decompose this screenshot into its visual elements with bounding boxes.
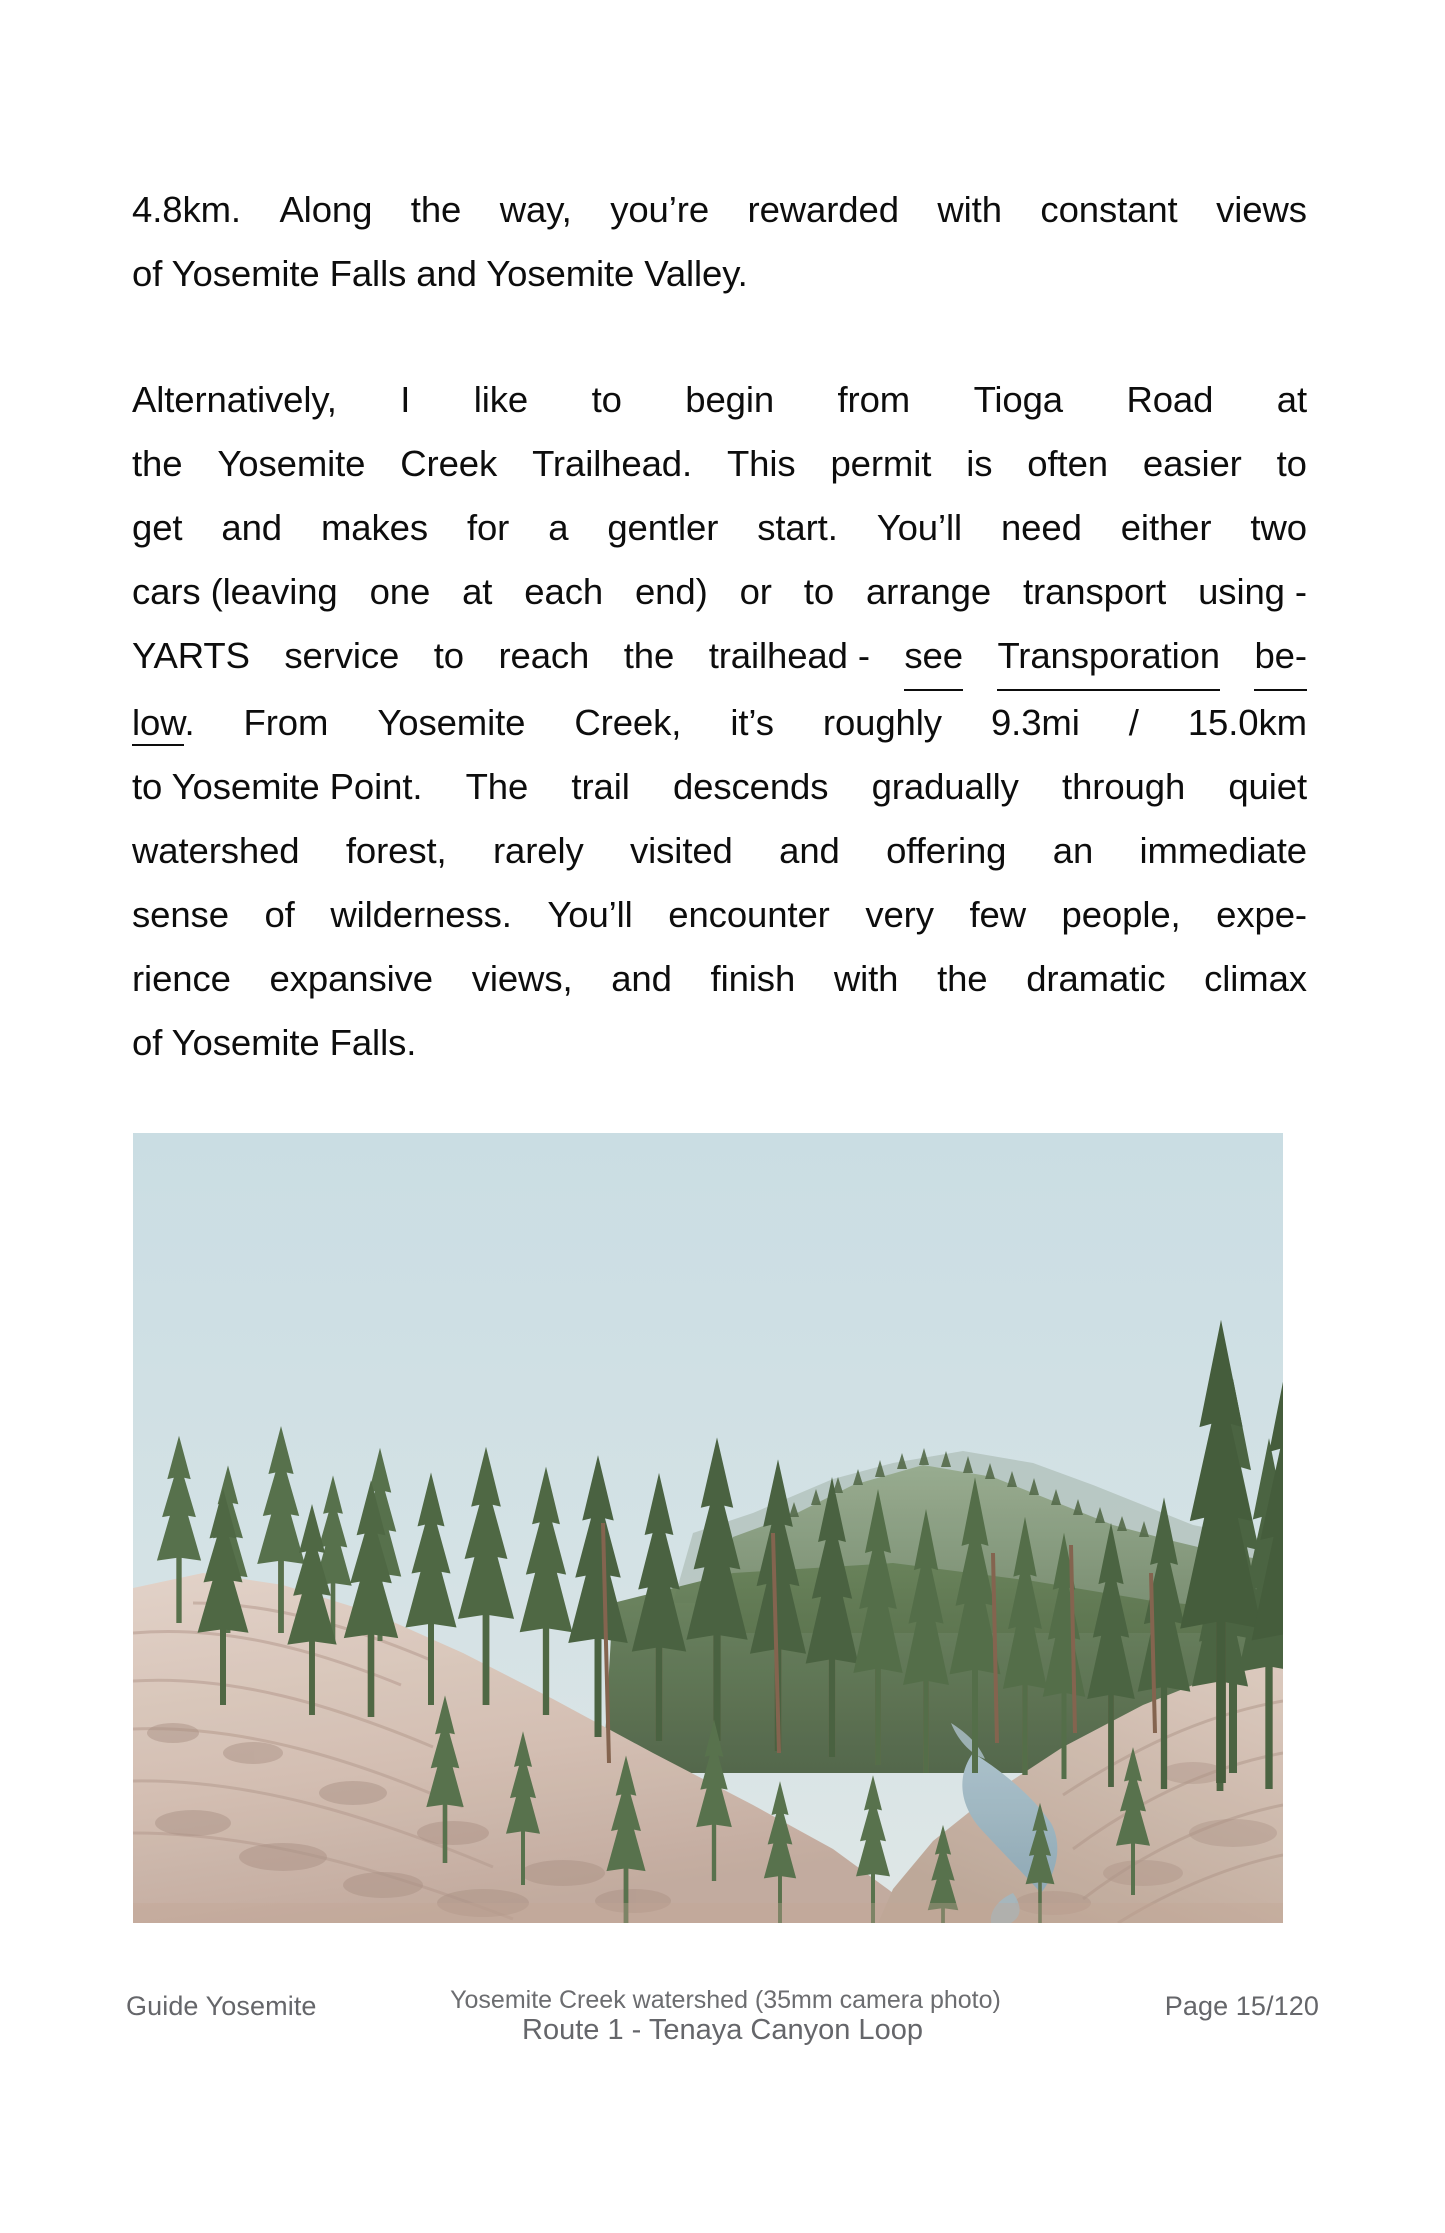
- text-fragment: offering: [886, 830, 1007, 871]
- link-see-transportation[interactable]: Transporation: [997, 624, 1220, 691]
- text-fragment: to: [433, 635, 464, 676]
- text-fragment: This: [726, 443, 796, 484]
- text-fragment: at: [462, 571, 493, 612]
- text-fragment: quiet: [1228, 766, 1307, 807]
- text-fragment: constant: [1040, 189, 1178, 230]
- page-footer: [0, 1955, 1445, 2055]
- text-fragment: rarely: [492, 830, 584, 871]
- text-fragment: expe-: [1216, 894, 1307, 935]
- text-fragment: end): [634, 571, 708, 612]
- text-fragment: arrange: [865, 571, 992, 612]
- text-fragment: or: [739, 571, 772, 612]
- text-fragment: Yosemite: [217, 443, 366, 484]
- link-see-transportation-tail[interactable]: [132, 691, 195, 755]
- text-line: of Yosemite Falls and Yosemite Valley.: [132, 253, 748, 294]
- paragraph-continuation: [132, 178, 1307, 306]
- text-fragment: service: [284, 635, 400, 676]
- text-line: [132, 883, 1307, 947]
- text-fragment: makes: [320, 507, 428, 548]
- text-line: of Yosemite Falls.: [132, 1022, 417, 1063]
- text-fragment: Yosemite: [377, 702, 526, 743]
- text-fragment: of: [264, 894, 295, 935]
- text-fragment: using -: [1198, 571, 1307, 612]
- text-fragment: easier: [1142, 443, 1242, 484]
- text-fragment: gradually: [871, 766, 1019, 807]
- text-fragment: wilderness.: [330, 894, 512, 935]
- text-fragment: 4.8km.: [132, 189, 241, 230]
- text-line: [132, 947, 1307, 1011]
- text-fragment: the: [132, 443, 183, 484]
- link-see-transportation[interactable]: be-: [1254, 624, 1306, 691]
- text-fragment: encounter: [668, 894, 830, 935]
- text-fragment: Along: [279, 189, 373, 230]
- text-fragment: is: [966, 443, 993, 484]
- text-fragment: through: [1062, 766, 1186, 807]
- text-line: [132, 178, 1307, 242]
- text-fragment: The: [465, 766, 529, 807]
- text-fragment: Creek: [400, 443, 498, 484]
- text-fragment: from: [837, 379, 911, 420]
- text-line: [132, 368, 1307, 432]
- text-fragment: .: [184, 702, 195, 743]
- text-fragment: a: [548, 507, 569, 548]
- text-fragment: sense: [132, 894, 229, 935]
- text-line: [132, 624, 1307, 691]
- text-fragment: the: [410, 189, 462, 230]
- text-fragment: begin: [685, 379, 775, 420]
- text-line: [132, 496, 1307, 560]
- text-fragment: to Yosemite Point.: [132, 766, 423, 807]
- photo-bottom-edge: [133, 1903, 1283, 1923]
- text-fragment: gentler: [607, 507, 719, 548]
- text-fragment: rewarded: [747, 189, 899, 230]
- text-fragment: and: [779, 830, 840, 871]
- text-fragment: immediate: [1139, 830, 1307, 871]
- text-fragment: few: [969, 894, 1026, 935]
- text-fragment: finish: [710, 958, 796, 999]
- text-fragment: rience: [132, 958, 231, 999]
- text-fragment: either: [1120, 507, 1212, 548]
- text-fragment: one: [369, 571, 431, 612]
- text-fragment: it’s: [730, 702, 774, 743]
- text-fragment: From: [243, 702, 329, 743]
- text-fragment: Creek,: [574, 702, 682, 743]
- photo-caption: Yosemite Creek watershed (35mm camera photo): [450, 1986, 1001, 2014]
- text-fragment: You’ll: [547, 894, 633, 935]
- text-fragment: trailhead -: [708, 635, 870, 676]
- text-fragment: you’re: [610, 189, 710, 230]
- text-fragment: YARTS: [132, 635, 250, 676]
- paragraph-alternative-route: [132, 368, 1307, 1075]
- text-fragment: to: [1276, 443, 1307, 484]
- text-line: [132, 432, 1307, 496]
- text-fragment: each: [524, 571, 604, 612]
- text-fragment: people,: [1061, 894, 1181, 935]
- text-fragment: cars (leaving: [132, 571, 338, 612]
- film-warm-cast: [133, 1133, 1283, 1923]
- footer-route-label: Route 1 - Tenaya Canyon Loop: [522, 2014, 923, 2046]
- photo-yosemite-creek-watershed: [133, 1133, 1283, 1923]
- text-fragment: an: [1052, 830, 1094, 871]
- text-fragment: with: [833, 958, 899, 999]
- text-fragment: permit: [830, 443, 932, 484]
- text-line: [132, 560, 1307, 624]
- text-fragment: 9.3mi: [990, 702, 1080, 743]
- text-fragment: /: [1128, 702, 1139, 743]
- text-fragment: with: [937, 189, 1002, 230]
- text-fragment: and: [221, 507, 283, 548]
- text-fragment: forest,: [345, 830, 447, 871]
- text-fragment: Tioga: [973, 379, 1064, 420]
- text-fragment: Alternatively,: [132, 379, 337, 420]
- text-fragment: dramatic: [1026, 958, 1166, 999]
- text-fragment: need: [1000, 507, 1082, 548]
- text-fragment: two: [1250, 507, 1307, 548]
- text-line: [132, 691, 1307, 755]
- text-fragment: watershed: [132, 830, 300, 871]
- text-fragment: views,: [471, 958, 573, 999]
- photo-illustration: [133, 1133, 1283, 1923]
- text-fragment: transport: [1023, 571, 1167, 612]
- text-fragment: get: [132, 507, 183, 548]
- text-fragment: views: [1216, 189, 1307, 230]
- text-fragment: roughly: [822, 702, 942, 743]
- text-fragment: reach: [498, 635, 590, 676]
- text-fragment: the: [623, 635, 675, 676]
- text-fragment: way,: [499, 189, 572, 230]
- footer-guide-title: Guide Yosemite: [126, 1991, 317, 2021]
- text-fragment: at: [1276, 379, 1307, 420]
- text-fragment: like: [473, 379, 529, 420]
- text-fragment: for: [466, 507, 510, 548]
- text-fragment: Road: [1126, 379, 1214, 420]
- text-fragment: Trailhead.: [532, 443, 693, 484]
- text-fragment: the: [937, 958, 988, 999]
- text-fragment: expansive: [269, 958, 433, 999]
- text-fragment: descends: [672, 766, 829, 807]
- text-fragment: and: [611, 958, 672, 999]
- text-fragment: start.: [757, 507, 838, 548]
- page-number: Page 15/120: [1164, 1991, 1319, 2021]
- link-text[interactable]: low: [132, 702, 184, 746]
- text-line: [132, 819, 1307, 883]
- text-fragment: to: [591, 379, 622, 420]
- text-line: [132, 755, 1307, 819]
- text-fragment: climax: [1204, 958, 1307, 999]
- text-fragment: to: [803, 571, 835, 612]
- text-fragment: very: [865, 894, 934, 935]
- text-fragment: visited: [630, 830, 733, 871]
- text-fragment: often: [1027, 443, 1108, 484]
- text-fragment: 15.0km: [1187, 702, 1307, 743]
- text-fragment: I: [400, 379, 411, 420]
- text-fragment: You’ll: [876, 507, 963, 548]
- text-fragment: trail: [571, 766, 630, 807]
- link-see-transportation[interactable]: see: [904, 624, 963, 691]
